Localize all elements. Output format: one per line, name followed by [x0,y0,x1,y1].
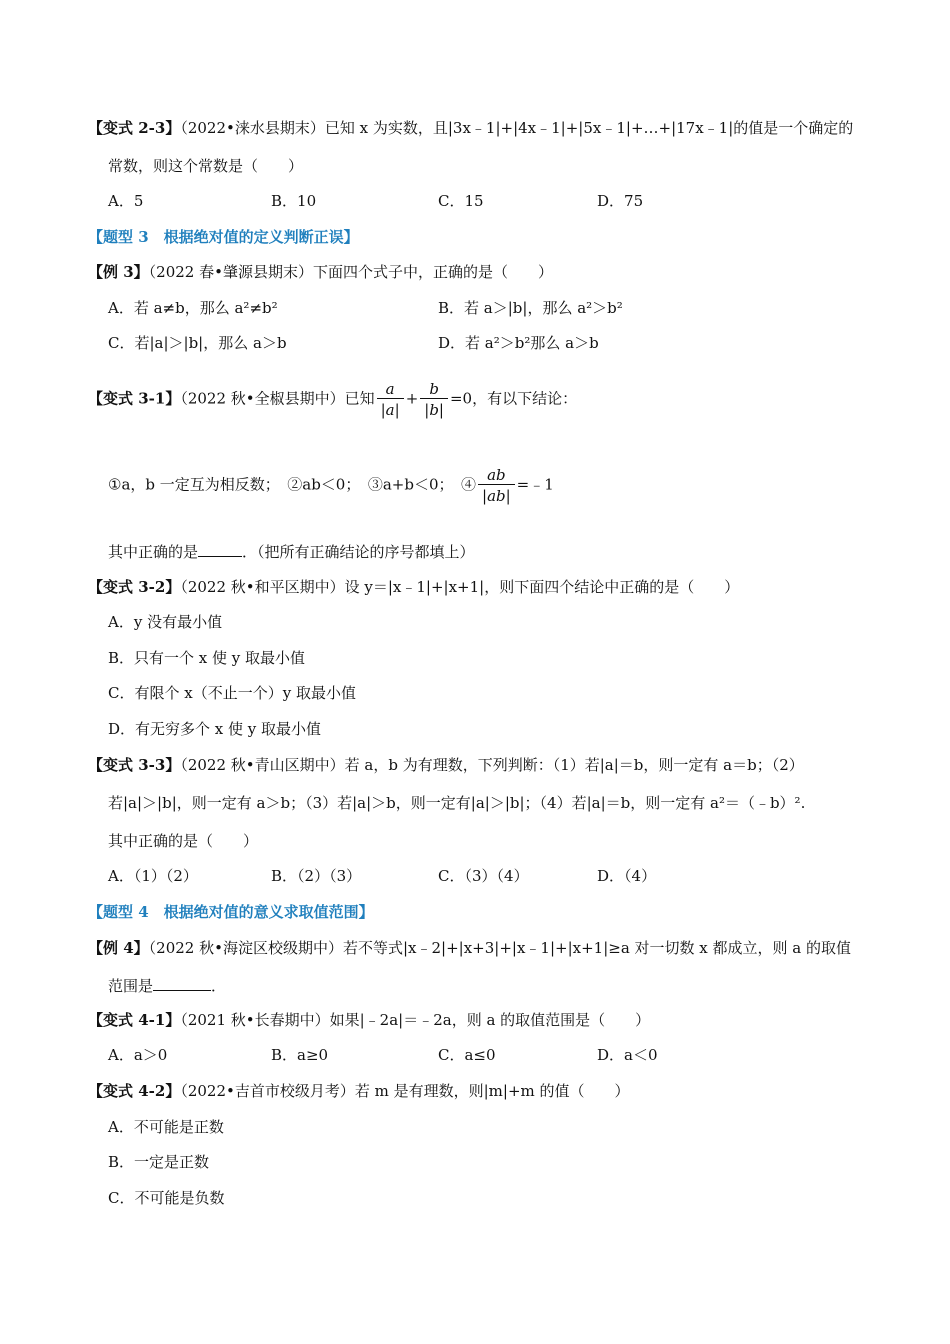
question-3-3-line1 [88,754,804,776]
question-3-2-stem [88,576,739,598]
option-b: B．a≥0 [271,1046,329,1064]
option-d: D．75 [597,192,644,210]
question-text: （2022 春•肇源县期末）下面四个式子中，正确的是（ ） [148,263,553,281]
question-3-3-line3: 其中正确的是（ ） [108,832,259,850]
example-3-stem [88,261,553,283]
question-text: （2022 秋•和平区期中）设 y＝|x﹣1|+|x+1|，则下面四个结论中正确的是（ ） [180,578,740,596]
fraction-denominator: |a| [380,401,400,419]
question-text: （2022•吉首市校级月考）若 m 是有理数，则|m|+m 的值（ ） [180,1082,630,1100]
fraction-ab-over-abs-ab [478,466,515,505]
section-heading-type3: 【题型 3 根据绝对值的定义判断正误】 [88,228,359,246]
question-2-3-line1 [88,117,853,139]
answer-prompt: 范围是 [108,977,154,995]
question-tag: 【变式 3-3】 [88,756,181,774]
question-tag: 【例 4】 [88,939,149,957]
fraction-a-over-abs-a [377,380,404,419]
question-4-1-stem [88,1009,650,1031]
question-text: （2022 秋•海淀区校级期中）若不等式|x﹣2|+|x+3|+|x﹣1|+|x+1|≥a 对一切数 x 都成立，则 a 的取值 [148,939,852,957]
option-c: C．若|a|＞|b|，那么 a＞b [108,334,287,352]
option-c: C．不可能是负数 [108,1189,225,1207]
option-c: C．15 [438,192,484,210]
section-heading-type4: 【题型 4 根据绝对值的意义求取值范围】 [88,903,374,921]
option-d: D．有无穷多个 x 使 y 取最小值 [108,720,322,738]
option-a: A．5 [108,192,144,210]
answer-prompt: 其中正确的是 [108,543,199,561]
answer-instruction: ．（把所有正确结论的序号都填上） [242,543,475,561]
answer-blank[interactable] [198,542,242,557]
question-text: （2022 秋•青山区期中）若 a，b 为有理数，下列判断：（1）若|a|＝b，则一定有 a＝b；（2） [180,756,804,774]
option-c: C．有限个 x（不止一个）y 取最小值 [108,684,356,702]
option-a: A．若 a≠b，那么 a²≠b² [108,299,278,317]
example-4-line1 [88,937,851,959]
question-2-3-line2: 常数，则这个常数是（ ） [108,157,304,175]
question-tag: 【变式 2-3】 [88,119,181,137]
option-b: B．（2）（3） [271,867,362,885]
option-a: A．y 没有最小值 [108,613,223,631]
answer-blank[interactable] [153,976,211,991]
question-3-1-conclusions [108,466,554,505]
conclusions-text: =﹣1 [516,475,554,494]
question-tag: 【变式 3-1】 [88,389,181,408]
option-c: C．（3）（4） [438,867,529,885]
question-text: （2022•涞水县期末）已知 x 为实数，且|3x﹣1|+|4x﹣1|+|5x﹣1|+…+|17x﹣1|的值是一个确定的 [180,119,854,137]
question-4-2-stem [88,1080,630,1102]
answer-period: ． [211,977,227,995]
question-tag: 【变式 3-2】 [88,578,181,596]
fraction-numerator: a [377,380,404,399]
fraction-numerator: b [420,380,448,399]
option-a: A．（1）（2） [108,867,198,885]
question-3-1-answer-line [108,541,475,563]
question-3-3-line2: 若|a|＞|b|，则一定有 a＞b；（3）若|a|＞b，则一定有|a|＞|b|；（4）若|a|＝b，则一定有 a²＝（﹣b）². [108,794,806,812]
conclusions-text: ①a，b 一定互为相反数； ②ab＜0； ③a+b＜0； ④ [108,475,477,494]
option-c: C．a≤0 [438,1046,496,1064]
plus-sign: + [405,389,419,408]
fraction-denominator: |ab| [482,487,511,505]
option-d: D．a＜0 [597,1046,658,1064]
question-text: =0，有以下结论： [449,389,578,408]
fraction-numerator: ab [478,466,515,485]
option-b: B．一定是正数 [108,1153,210,1171]
option-a: A．a＞0 [108,1046,168,1064]
option-a: A．不可能是正数 [108,1118,224,1136]
question-3-1-stem [88,380,577,419]
fraction-b-over-abs-b [420,380,448,419]
option-b: B．只有一个 x 使 y 取最小值 [108,649,306,667]
option-b: B．若 a＞|b|，那么 a²＞b² [438,299,623,317]
option-d: D．若 a²＞b²那么 a＞b [438,334,599,352]
question-tag: 【变式 4-1】 [88,1011,181,1029]
question-text: （2021 秋•长春期中）如果|﹣2a|＝﹣2a，则 a 的取值范围是（ ） [180,1011,651,1029]
option-d: D．（4） [597,867,657,885]
question-text: （2022 秋•全椒县期中）已知 [180,389,375,408]
fraction-denominator: |b| [424,401,444,419]
option-b: B．10 [271,192,317,210]
example-4-line2 [108,975,226,997]
question-tag: 【变式 4-2】 [88,1082,181,1100]
question-tag: 【例 3】 [88,263,149,281]
